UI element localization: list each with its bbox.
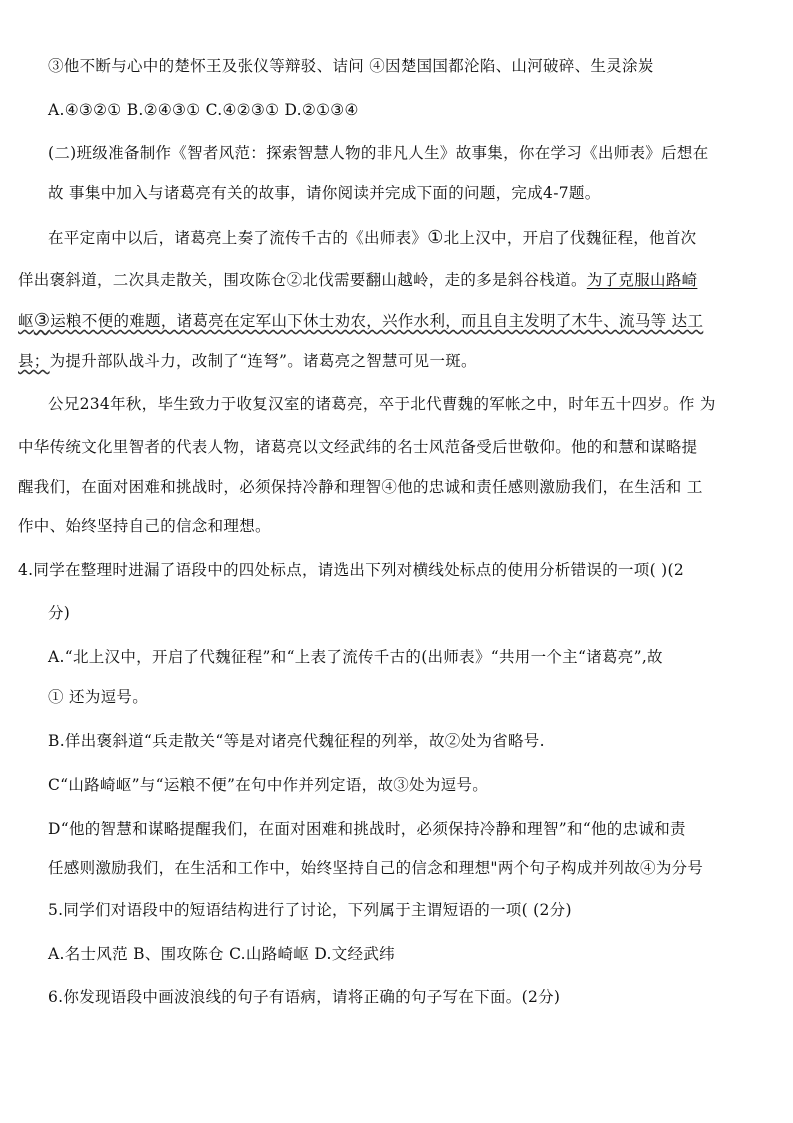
question-4-option-a-cont: ① 还为逗号。	[48, 688, 149, 706]
text-line-section-2-intro: (二)班级准备制作《智者风范：探索智慧人物的非凡人生》故事集，你在学习《出师表》后想在	[48, 144, 709, 162]
wavy-sentence-a: 岖	[18, 312, 34, 330]
paragraph-1-text-d: 为提升部队战斗力，改制了“连弩”。诸葛亮之智慧可见一斑。	[49, 352, 477, 370]
paragraph-1-text-b: 北上汉中，开启了伐魏征程，他首次	[443, 229, 697, 247]
question-4-option-c: C“山路崎岖”与“运粮不便”在句中作并列定语，故③处为逗号。	[48, 776, 489, 794]
paragraph-1-line-1	[48, 228, 696, 248]
question-4-stem-cont: 分)	[48, 604, 71, 622]
paragraph-2-line-2: 中华传统文化里智者的代表人物，诸葛亮以文经武纬的名士风范备受后世敬仰。他的和慧和谋略提	[18, 438, 698, 456]
paragraph-1-text-c: 佯出褒斜道，二次具走散关，围攻陈仓②北伐需要翻山越岭，走的多是斜谷栈道。	[18, 271, 587, 289]
question-4-option-b: B.佯出褒斜道“兵走散关“等是对诸亮代魏征程的列举，故②处为省略号.	[48, 732, 545, 750]
question-4-option-d: D“他的智慧和谋略提醒我们，在面对困难和挑战时，必须保持冷静和理智”和“他的忠诚和责	[48, 820, 686, 838]
text-line-section-2-intro-cont: 故 事集中加入与诸葛亮有关的故事，请你阅读并完成下面的问题，完成4-7题。	[48, 184, 601, 202]
blank-marker-3: ③	[33, 310, 51, 331]
paragraph-2-line-4: 作中、始终坚持自己的信念和理想。	[18, 517, 271, 535]
question-4-stem: 4.同学在整理时进漏了语段中的四处标点，请选出下列对横线处标点的使用分析错误的一项( )(2	[18, 561, 685, 579]
text-line-answer-choices-q3: A.④③②① B.②④③① C.④②③① D.②①③④	[48, 101, 359, 119]
paragraph-2-line-3: 醒我们，在面对困难和挑战时，必须保持冷静和理智④他的忠诚和责任感则激励我们，在生活和 工	[18, 478, 703, 496]
question-6-stem: 6.你发现语段中画波浪线的句子有语病，请将正确的句子写在下面。(2分)	[48, 988, 561, 1006]
question-4-option-a: A.“北上汉中，开启了代魏征程”和“上表了流传千古的(出师表》“共用一个主“诸葛亮”,故	[48, 648, 663, 666]
text-line-option-3-4: ③他不断与心中的楚怀王及张仪等辩驳、诘问 ④因楚国国都沦陷、山河破碎、生灵涂炭	[48, 57, 654, 75]
paragraph-1-text-a: 在平定南中以后，诸葛亮上奏了流传千古的《出师表》	[48, 229, 428, 247]
paragraph-1-line-2	[18, 270, 697, 290]
blank-marker-1: ①	[427, 227, 444, 248]
underlined-text-1: 为了克服山路崎	[586, 271, 698, 289]
paragraph-1-line-3	[18, 311, 703, 331]
question-5-options: A.名士风范 B、围攻陈仓 C.山路崎岖 D.文经武纬	[48, 945, 395, 963]
paragraph-1-line-4	[18, 351, 477, 371]
wavy-sentence-b: 运粮不便的难题，诸葛亮在定军山下休士劝农，兴作水利，而且自主发明了木牛、流马等 达工	[50, 312, 704, 330]
wavy-sentence-c: 县；	[18, 352, 50, 370]
question-4-option-d-cont: 任感则激励我们，在生活和工作中，始终坚持自己的信念和理想"两个句子构成并列故④为分号	[48, 859, 704, 877]
paragraph-2-line-1: 公兄234年秋，毕生致力于收复汉室的诸葛亮，卒于北代曹魏的军帐之中，时年五十四岁。作 为	[48, 395, 716, 413]
question-5-stem: 5.同学们对语段中的短语结构进行了讨论，下列属于主谓短语的一项( (2分)	[48, 901, 572, 919]
